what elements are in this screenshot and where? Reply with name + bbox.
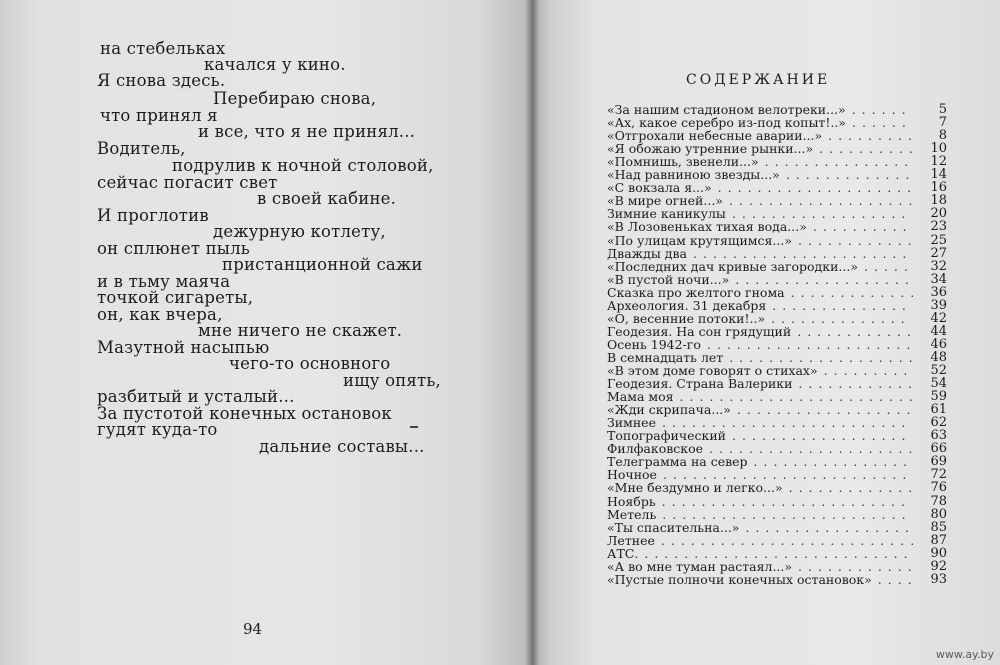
toc-entry-title: Телеграмма на север: [607, 454, 748, 470]
toc-entry-page: 7: [938, 115, 947, 131]
toc-entry-page: 36: [930, 284, 947, 300]
poem-line: и в тьму маяча: [97, 272, 231, 291]
toc-leader-dots: ............: [798, 376, 919, 392]
toc-leader-dots: ............: [797, 323, 917, 339]
toc-entry-page: 48: [930, 349, 947, 365]
toc-leader-dots: ...................: [728, 193, 919, 209]
toc-entry-title: Зимнее: [607, 415, 656, 431]
poem-line: дежурную котлету,: [213, 222, 386, 241]
poem-line: на стебельках: [100, 39, 226, 58]
toc-entry-page: 32: [930, 258, 947, 274]
toc-entry-title: Дважды два: [607, 245, 687, 261]
toc-leader-dots: .........................: [661, 493, 911, 509]
poem-line: он, как вчера,: [97, 305, 223, 324]
toc-entry-title: «Пустые полночи конечных остановок»: [607, 571, 872, 587]
poem-line: Водитель,: [97, 139, 186, 158]
toc-entry: [607, 573, 947, 587]
toc-leader-dots: ......................: [692, 245, 913, 261]
toc-leader-dots: .............: [785, 167, 916, 183]
toc-entry-page: 80: [930, 506, 947, 522]
poem-line: И проглотив: [97, 206, 209, 225]
poem-line: сейчас погасит свет: [97, 173, 278, 192]
toc-entry-page: 23: [930, 219, 947, 235]
poem-line: ищу опять,: [343, 371, 441, 390]
toc-entry-title: «Последних дач кривые загородки...»: [607, 258, 858, 274]
poem-line: Мазутной насыпью: [97, 338, 270, 357]
toc-entry-page: 12: [930, 154, 947, 170]
toc-entry-page: 66: [930, 441, 947, 457]
toc-entry-title: «О, весенние потоки!..»: [607, 310, 766, 326]
toc-entry-page: 5: [938, 102, 947, 117]
toc-entry-title: Сказка про желтого гнома: [607, 284, 785, 300]
page-number: 94: [243, 620, 263, 638]
toc-entry-title: «В Лозовеньках тихая вода...»: [607, 219, 807, 235]
toc-leader-dots: .........: [823, 363, 914, 378]
poem-line: в своей кабине.: [257, 189, 397, 208]
toc-entry-page: 93: [930, 571, 947, 587]
toc-entry-title: «Я обожаю утренние рынки...»: [607, 141, 814, 157]
toc-entry-page: 52: [930, 363, 947, 378]
toc-leader-dots: .........................: [662, 467, 913, 483]
toc-entry-title: «Ты спасительна...»: [607, 519, 740, 535]
toc-entry-title: «В мире огней...»: [607, 193, 723, 209]
toc-entry-page: 61: [930, 402, 947, 418]
toc-entry-page: 14: [930, 167, 947, 183]
toc-leader-dots: ..................: [731, 206, 912, 222]
toc-leader-dots: .........................: [661, 415, 912, 431]
toc-leader-dots: ...........................: [644, 545, 914, 561]
toc-entry-title: «С вокзала я...»: [607, 180, 712, 196]
toc-entry-page: 62: [930, 415, 947, 431]
toc-entry-page: 59: [930, 389, 947, 405]
toc-entry-page: 85: [930, 519, 947, 535]
toc-leader-dots: .........: [828, 128, 918, 144]
toc-entry-page: 10: [930, 141, 947, 157]
toc-entry-title: «В пустой ночи...»: [607, 271, 730, 287]
poem-line: Я снова здесь.: [97, 71, 226, 90]
toc-leader-dots: ..................: [736, 402, 917, 418]
poem-line: и все, что я не принял...: [198, 122, 416, 141]
toc-leader-dots: .....................: [706, 336, 917, 352]
toc-entry-page: 92: [930, 558, 947, 574]
toc-leader-dots: ............: [797, 232, 918, 248]
poem-line: что принял я: [100, 106, 218, 125]
toc-leader-dots: .............: [790, 284, 921, 300]
book-gutter: [525, 0, 539, 665]
toc-leader-dots: ..................: [735, 271, 915, 287]
poem-line: гудят куда-то: [97, 420, 218, 439]
toc-entry-page: 76: [930, 480, 947, 496]
toc-heading: СОДЕРЖАНИЕ: [686, 72, 831, 88]
toc-leader-dots: ............: [798, 558, 918, 574]
toc-leader-dots: ....................: [717, 180, 918, 196]
toc-entry-page: 20: [930, 206, 947, 222]
toc-entry-page: 44: [930, 323, 947, 339]
toc-entry-page: 69: [930, 454, 947, 470]
toc-entry-page: 90: [930, 545, 947, 561]
toc-entry-title: Зимние каникулы: [607, 206, 726, 222]
toc-leader-dots: ..........................: [660, 532, 921, 548]
toc-entry-title: «В этом доме говорят о стихах»: [607, 363, 818, 378]
poem-line: За пустотой конечных остановок: [97, 404, 392, 423]
poem-line: Перебираю снова,: [213, 89, 377, 108]
toc-leader-dots: ..............: [772, 297, 912, 313]
toc-entry-page: 54: [930, 376, 947, 392]
poem-line: точкой сигареты,: [97, 288, 254, 307]
toc-entry-title: Летнее: [607, 532, 655, 548]
toc-leader-dots: .....: [863, 258, 914, 274]
toc-entry-page: 34: [930, 271, 947, 287]
toc-entry-page: 8: [938, 128, 947, 144]
toc-entry-title: Филфаковское: [607, 441, 703, 457]
toc-leader-dots: .............: [788, 480, 919, 496]
poem-line: подрулив к ночной столовой,: [172, 156, 434, 175]
decorative-dash: [410, 426, 418, 428]
toc-leader-dots: .................: [745, 519, 915, 535]
toc-entry-page: 18: [930, 193, 947, 209]
toc-entry-title: «За нашим стадионом велотреки...»: [607, 102, 846, 117]
watermark: www.ay.by: [935, 648, 994, 661]
toc-entry-title: Ночное: [607, 467, 657, 483]
toc-leader-dots: ................: [753, 454, 914, 470]
poem-line: пристанционной сажи: [222, 255, 423, 274]
toc-entry-page: 39: [930, 297, 947, 313]
toc-entry-title: Топографический: [607, 428, 726, 444]
toc-entry-page: 46: [930, 336, 947, 352]
poem-line: мне ничего не скажет.: [198, 321, 403, 340]
toc-entry-page: 63: [930, 428, 947, 444]
toc-entry-title: «Помнишь, звенели...»: [607, 154, 759, 170]
toc-entry-title: АТС.: [607, 545, 639, 561]
toc-leader-dots: ..............: [771, 310, 911, 326]
toc-entry-title: Осень 1942-го: [607, 336, 701, 352]
toc-entry-page: 27: [930, 245, 947, 261]
poem-line: дальние составы...: [259, 437, 425, 456]
toc-entry-title: Метель: [607, 506, 657, 522]
toc-entry-title: Геодезия. На сон грядущий: [607, 323, 792, 339]
toc-entry-title: В семнадцать лет: [607, 349, 724, 365]
poem-line: разбитый и усталый...: [97, 387, 295, 406]
toc-leader-dots: ......: [851, 102, 912, 117]
toc-entry-page: 87: [930, 532, 947, 548]
toc-entry-title: «Отгрохали небесные аварии...»: [607, 128, 823, 144]
poem-line: чего-то основного: [229, 354, 391, 373]
toc-leader-dots: .....................: [709, 441, 919, 457]
toc-entry-page: 42: [930, 310, 947, 326]
poem-line: он сплюнет пыль: [97, 239, 250, 258]
toc-entry-page: 25: [930, 232, 947, 248]
toc-entry-title: Геодезия. Страна Валерики: [607, 376, 793, 392]
toc-leader-dots: .........................: [662, 506, 912, 522]
toc-entry-page: 72: [930, 467, 947, 483]
toc-entry-page: 16: [930, 180, 947, 196]
toc-entry-title: Археология. 31 декабря: [607, 297, 767, 313]
toc-leader-dots: ...................: [729, 349, 919, 365]
toc-leader-dots: ..........: [819, 141, 919, 157]
toc-entry-title: «Ах, какое серебро из-под копыт!..»: [607, 115, 846, 131]
toc-entry-title: Мама моя: [607, 389, 674, 405]
toc-entry-title: «А во мне туман растаял...»: [607, 558, 793, 574]
toc-entry-title: «По улицам крутящимся...»: [607, 232, 792, 248]
poem-line: качался у кино.: [204, 55, 346, 74]
toc-entry-page: 78: [930, 493, 947, 509]
toc-leader-dots: ...............: [764, 154, 915, 170]
toc-entry-title: «Жди скрипача...»: [607, 402, 731, 418]
toc-leader-dots: ..........: [812, 219, 913, 235]
toc-leader-dots: ....: [877, 571, 918, 587]
toc-leader-dots: ......: [851, 115, 912, 131]
toc-entry-title: «Над равниною звезды...»: [607, 167, 780, 183]
toc-leader-dots: ..................: [731, 428, 912, 444]
toc-entry-title: Ноябрь: [607, 493, 656, 509]
toc-leader-dots: ........................: [679, 389, 919, 405]
toc-entry-title: «Мне бездумно и легко...»: [607, 480, 783, 496]
